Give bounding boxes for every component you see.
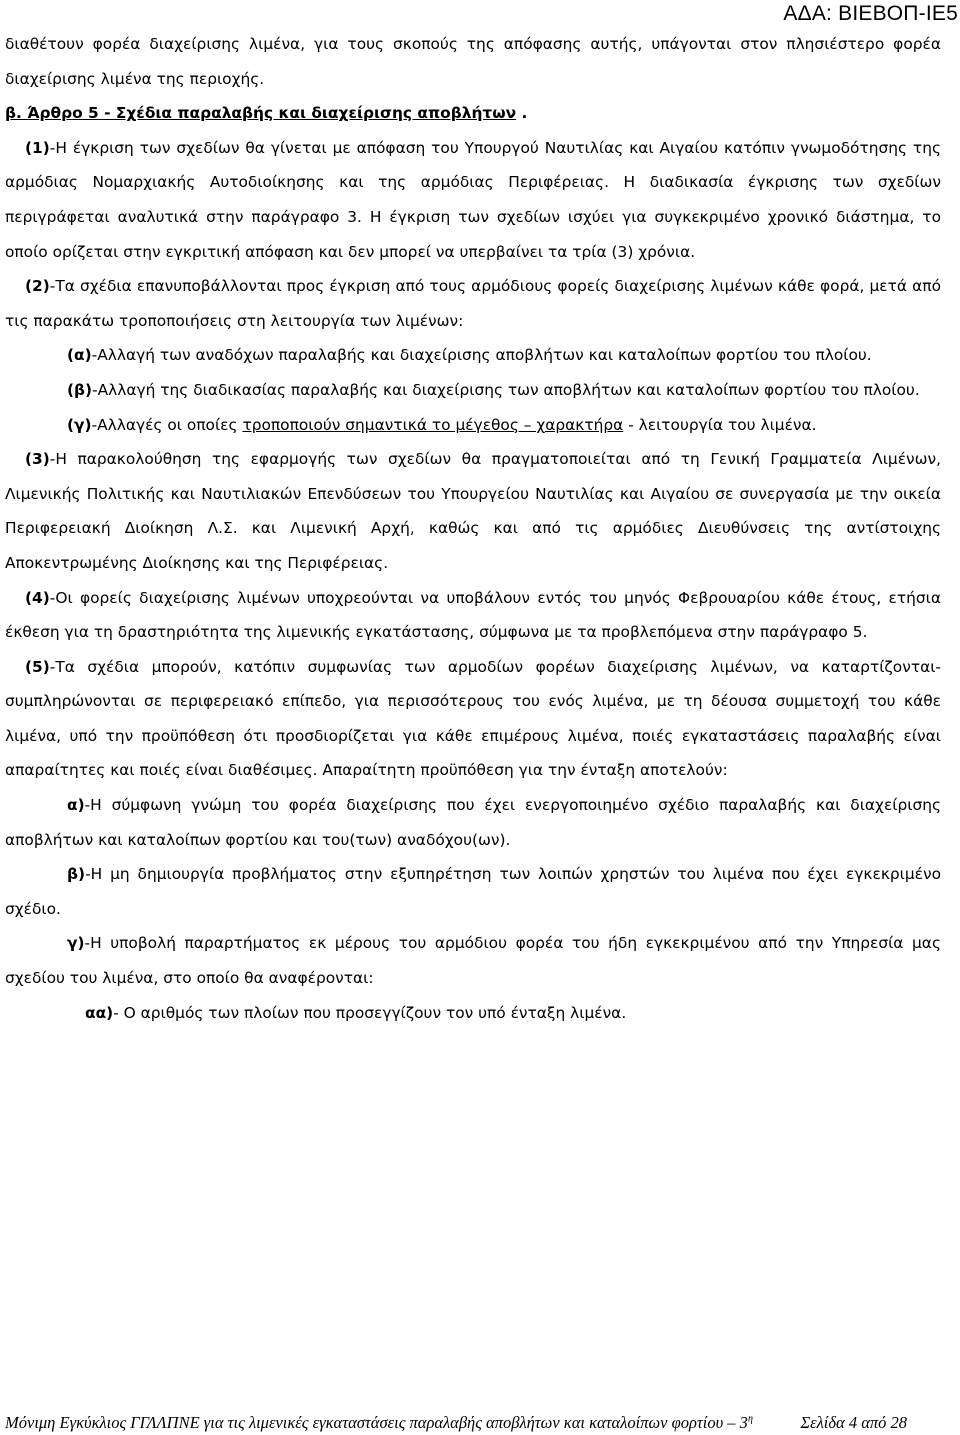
article-heading-tail: . bbox=[516, 104, 528, 123]
paragraph-5c-aa-label: αα) bbox=[85, 1003, 114, 1022]
paragraph-5b-label: β) bbox=[67, 865, 86, 884]
article-heading bbox=[5, 96, 941, 131]
paragraph-2b-label: (β) bbox=[67, 380, 93, 399]
paragraph-5b-text: -Η μη δημιουργία προβλήματος στην εξυπηρέτηση των λοιπών χρηστών του λιμένα που έχει εγκεκριμένο σχέδιο. bbox=[5, 865, 941, 918]
paragraph-2 bbox=[5, 269, 941, 338]
paragraph-2c-text-1: -Αλλαγές οι οποίες bbox=[91, 415, 243, 434]
paragraph-5-text: -Τα σχέδια μπορούν, κατόπιν συμφωνίας των αρμοδίων φορέων διαχείρισης λιμένων, να καταρτίζονται-συμπληρώνονται σε περιφερειακό επίπεδο, για περισσότερους του ενός λιμένα, με τη δέουσα συμμετοχή του κάθε λιμένα, υπό την προϋπόθεση ότι προσδιορίζεται για κάθε επιμέρους λιμένα, ποιές εγκαταστάσεις παραλαβής είναι απαραίτητες και ποιές είναι διαθέσιμες. Απαραίτητη προϋπόθεση για την ένταξη αποτελούν: bbox=[5, 657, 941, 780]
paragraph-2a-label: (α) bbox=[67, 346, 92, 365]
paragraph-2-text: -Τα σχέδια επανυποβάλλονται προς έγκριση από τους αρμόδιους φορείς διαχείρισης λιμένων κάθε φορά, μετά από τις παρακάτω τροποποιήσεις στη λειτουργία των λιμένων: bbox=[5, 277, 941, 330]
paragraph-2b bbox=[5, 373, 941, 408]
paragraph-2-label: (2) bbox=[25, 277, 50, 296]
paragraph-4 bbox=[5, 581, 941, 650]
paragraph-2c-text-underlined: τροποποιούν σημαντικά το μέγεθος – χαρακτήρα bbox=[242, 415, 624, 434]
footer-circular-title bbox=[5, 1413, 753, 1432]
paragraph-continuation: διαθέτουν φορέα διαχείρισης λιμένα, για τους σκοπούς της απόφασης αυτής, υπάγονται στον πλησιέστερο φορέα διαχείρισης λιμένα της περιοχής. bbox=[5, 35, 941, 88]
paragraph-2a bbox=[5, 338, 941, 373]
paragraph-4-text: -Οι φορείς διαχείρισης λιμένων υποχρεούνται να υποβάλουν εντός του μηνός Φεβρουαρίου κάθε έτους, ετήσια έκθεση για τη δραστηριότητα της λιμενικής εγκατάστασης, σύμφωνα με τα προβλεπόμενα στην παράγραφο 5. bbox=[5, 588, 941, 642]
paragraph-3-text: -Η παρακολούθηση της εφαρμογής των σχεδίων θα πραγματοποιείται από τη Γενική Γραμματεία Λιμένων, Λιμενικής Πολιτικής και Ναυτιλιακών Επενδύσεων του Υπουργείου Ναυτιλίας και Αιγαίου σε συνεργασία με την οικεία Περιφερειακή Διοίκηση Λ.Σ. και Λιμενική Αρχή, καθώς και από τις αρμόδιες Διευθύνσεις της αντίστοιχης Αποκεντρωμένης Διοίκησης και της Περιφέρειας. bbox=[5, 450, 941, 572]
article-heading-text: β. Άρθρο 5 - Σχέδια παραλαβής και διαχείρισης αποβλήτων bbox=[5, 104, 517, 123]
paragraph-1-label: (1) bbox=[25, 138, 50, 157]
paragraph-5c-text: -Η υποβολή παραρτήματος εκ μέρους του αρμόδιου φορέα του ήδη εγκεκριμένου από την Υπηρεσία μας σχεδίου του λιμένα, στο οποίο θα αναφέρονται: bbox=[5, 934, 941, 988]
paragraph-3-label: (3) bbox=[25, 450, 50, 469]
paragraph-1-text: -Η έγκριση των σχεδίων θα γίνεται με απόφαση του Υπουργού Ναυτιλίας και Αιγαίου κατόπιν γνωμοδότησης της αρμόδιας Νομαρχιακής Αυτοδιοίκησης και της αρμόδιας Περιφέρειας. Η διαδικασία έγκρισης των σχεδίων περιγράφεται αναλυτικά στην παράγραφο 3. Η έγκριση των σχεδίων ισχύει για συγκεκριμένο χρονικό διάστημα, το οποίο ορίζεται στην εγκριτική απόφαση και δεν μπορεί να υπερβαίνει τα τρία (3) χρόνια. bbox=[5, 138, 941, 261]
paragraph-5c-aa-text: - Ο αριθμός των πλοίων που προσεγγίζουν τον υπό ένταξη λιμένα. bbox=[113, 1003, 627, 1022]
page-number: Σελίδα 4 από 28 bbox=[800, 1413, 907, 1432]
paragraph-5a-label: α) bbox=[67, 796, 85, 815]
paragraph-5a-text: -Η σύμφωνη γνώμη του φορέα διαχείρισης που έχει ενεργοποιημένο σχέδιο παραλαβής και διαχείρισης αποβλήτων και καταλοίπων φορτίου και του(των) αναδόχου(ων). bbox=[5, 796, 941, 849]
paragraph-2c bbox=[5, 408, 941, 443]
footer-circular-text: Μόνιμη Εγκύκλιος ΓΓΛΛΠΝΕ για τις λιμενικές εγκαταστάσεις παραλαβής αποβλήτων και καταλοίπων φορτίου – 3 bbox=[5, 1413, 748, 1432]
paragraph-2a-text: -Αλλαγή των αναδόχων παραλαβής και διαχείρισης αποβλήτων και καταλοίπων φορτίου του πλοίου. bbox=[91, 346, 872, 365]
paragraph-5c bbox=[5, 926, 941, 995]
footer-superscript: η bbox=[747, 1413, 753, 1425]
paragraph-2c-text-2: - λειτουργία του λιμένα. bbox=[623, 415, 817, 434]
paragraph-2c-label: (γ) bbox=[67, 415, 92, 434]
paragraph-5c-aa bbox=[5, 996, 941, 1031]
paragraph-1 bbox=[5, 131, 941, 269]
paragraph-3 bbox=[5, 442, 941, 580]
paragraph-5a bbox=[5, 788, 941, 857]
paragraph-2b-text: -Αλλαγή της διαδικασίας παραλαβής και διαχείρισης των αποβλήτων και καταλοίπων φορτίου του πλοίου. bbox=[92, 380, 920, 399]
paragraph-5b bbox=[5, 857, 941, 926]
paragraph-5-label: (5) bbox=[25, 657, 50, 676]
paragraph-5c-label: γ) bbox=[67, 934, 85, 953]
page-footer bbox=[5, 1413, 941, 1433]
paragraph-4-label: (4) bbox=[25, 588, 50, 607]
document-body bbox=[5, 27, 941, 1030]
ada-code: ΑΔΑ: ΒΙΕΒΟΠ-ΙΕ5 bbox=[783, 2, 958, 25]
paragraph-5 bbox=[5, 650, 941, 788]
